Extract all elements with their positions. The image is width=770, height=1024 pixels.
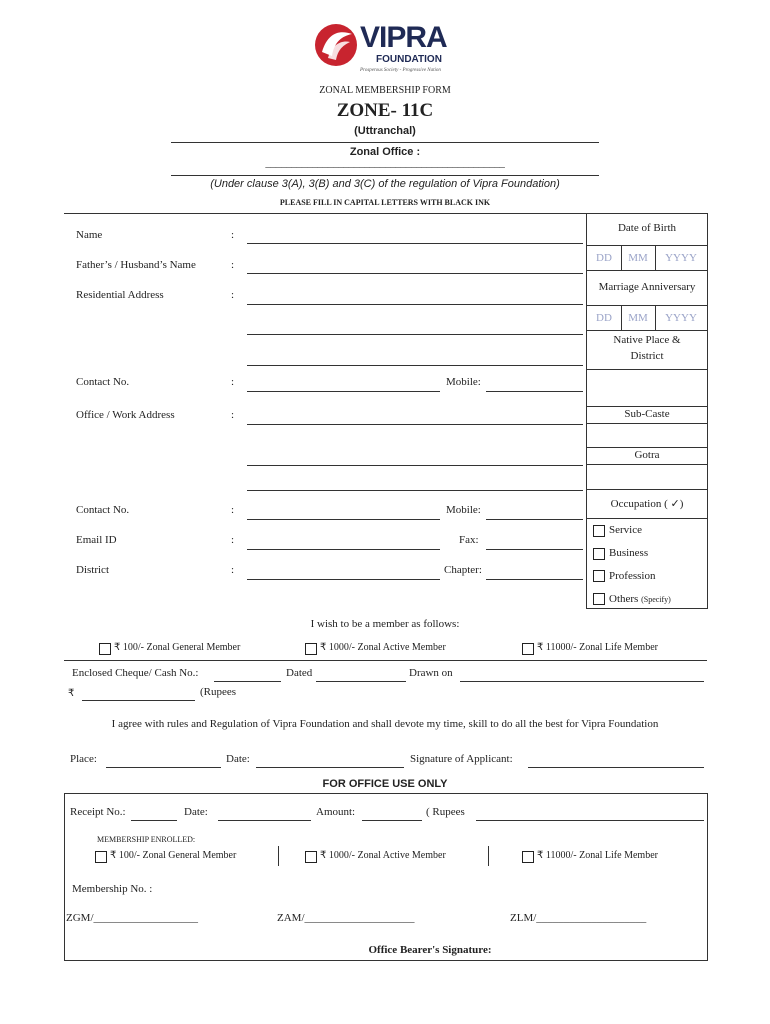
- profession-checkbox[interactable]: [593, 570, 605, 582]
- general-member-checkbox[interactable]: [99, 643, 111, 655]
- receipt-field[interactable]: [131, 820, 177, 821]
- office-address-field-2[interactable]: [247, 465, 583, 466]
- service-checkbox[interactable]: [593, 525, 605, 537]
- anniv-mm[interactable]: MM: [621, 306, 656, 330]
- anniv-yyyy[interactable]: YYYY: [665, 312, 697, 324]
- others-label: [609, 593, 671, 605]
- office-active-label: ₹ 1000/- Zonal Active Member: [320, 850, 446, 861]
- office-active-checkbox[interactable]: [305, 851, 317, 863]
- native-district-label: District: [630, 350, 664, 362]
- email-label: Email ID: [76, 534, 117, 546]
- office-address-label: Office / Work Address: [76, 409, 175, 421]
- address-field-1[interactable]: [247, 304, 583, 305]
- colon: :: [231, 564, 235, 576]
- membership-no-label: Membership No. :: [72, 883, 153, 895]
- father-label: Father’s / Husband’s Name: [76, 259, 196, 271]
- side-divider: [587, 447, 707, 448]
- side-divider: [587, 518, 707, 519]
- colon: :: [231, 289, 235, 301]
- side-divider: [587, 406, 707, 407]
- native-place-label: Native Place &: [613, 334, 681, 346]
- side-divider: [587, 423, 707, 424]
- service-label: Service: [609, 524, 642, 536]
- place-label: Place:: [70, 753, 97, 765]
- business-label: Business: [609, 547, 649, 559]
- mobile2-field[interactable]: [486, 519, 583, 520]
- date-field[interactable]: [256, 767, 404, 768]
- office-general-label: ₹ 100/- Zonal General Member: [110, 850, 237, 861]
- office-general-checkbox[interactable]: [95, 851, 107, 863]
- instruction-text: PLEASE FILL IN CAPITAL LETTERS WITH BLACK INK: [279, 198, 491, 207]
- dob-label: Date of Birth: [617, 222, 677, 234]
- anniv-dd[interactable]: DD: [587, 306, 622, 330]
- enrolled-label: MEMBERSHIP ENROLLED:: [97, 835, 196, 844]
- option-divider: [278, 846, 279, 866]
- drawn-label: Drawn on: [409, 667, 453, 679]
- colon: :: [231, 534, 235, 546]
- zgm-field[interactable]: ZGM/___________________: [66, 912, 198, 924]
- zonal-office-label: Zonal Office :: [349, 146, 421, 158]
- drawn-field[interactable]: [460, 681, 704, 682]
- dob-boxes[interactable]: [587, 245, 707, 271]
- flame-logo-icon: [314, 22, 358, 68]
- mobile-label: Mobile:: [446, 376, 481, 388]
- office-date-field[interactable]: [218, 820, 311, 821]
- clause-text: (Under clause 3(A), 3(B) and 3(C) of the regulation of Vipra Foundation): [210, 178, 560, 190]
- office-amount-field[interactable]: [362, 820, 422, 821]
- contact2-field[interactable]: [247, 519, 440, 520]
- colon: :: [231, 409, 235, 421]
- chapter-field[interactable]: [486, 579, 583, 580]
- side-divider: [587, 369, 707, 370]
- logo-name: VIPRA: [360, 21, 447, 54]
- vipra-logo: [314, 20, 464, 80]
- amount-field[interactable]: [82, 700, 195, 701]
- signature-label: Signature of Applicant:: [410, 753, 513, 765]
- life-member-label: ₹ 11000/- Zonal Life Member: [537, 642, 658, 653]
- receipt-label: Receipt No.:: [70, 806, 126, 818]
- name-label: Name: [76, 229, 103, 241]
- dated-label: Dated: [286, 667, 313, 679]
- office-rupees-label: ( Rupees: [426, 806, 465, 818]
- mobile-field[interactable]: [486, 391, 583, 392]
- rupees-label: (Rupees: [200, 686, 237, 698]
- dob-mm[interactable]: MM: [621, 246, 656, 270]
- anniversary-boxes[interactable]: [587, 305, 707, 331]
- office-use-title: FOR OFFICE USE ONLY: [322, 778, 448, 790]
- fax-label: Fax:: [459, 534, 479, 546]
- region-label: (Uttranchal): [354, 125, 416, 137]
- membership-intro: I wish to be a member as follows:: [310, 618, 460, 630]
- logo-tagline: Prosperous Society - Progressive Nation: [360, 68, 441, 73]
- address-field-3[interactable]: [247, 365, 583, 366]
- office-use-box: [64, 793, 708, 961]
- place-field[interactable]: [106, 767, 221, 768]
- fax-field[interactable]: [486, 549, 583, 550]
- district-label: District: [76, 564, 109, 576]
- office-life-label: ₹ 11000/- Zonal Life Member: [537, 850, 658, 861]
- contact-field[interactable]: [247, 391, 440, 392]
- dob-yyyy[interactable]: YYYY: [665, 252, 697, 264]
- name-field[interactable]: [247, 243, 583, 244]
- others-checkbox[interactable]: [593, 593, 605, 605]
- side-divider: [587, 489, 707, 490]
- office-amount-label: Amount:: [316, 806, 356, 818]
- active-member-label: ₹ 1000/- Zonal Active Member: [320, 642, 446, 653]
- side-divider: [587, 464, 707, 465]
- bearer-signature-label: Office Bearer's Signature:: [368, 944, 492, 956]
- anniversary-label: Marriage Anniversary: [598, 281, 696, 293]
- life-member-checkbox[interactable]: [522, 643, 534, 655]
- colon: :: [231, 504, 235, 516]
- colon: :: [231, 376, 235, 388]
- address-field-2[interactable]: [247, 334, 583, 335]
- subcaste-label: Sub-Caste: [624, 408, 670, 420]
- rupee-icon: ₹: [68, 688, 75, 699]
- district-field[interactable]: [247, 579, 440, 580]
- section-divider: [64, 660, 707, 661]
- address-label: Residential Address: [76, 289, 164, 301]
- gotra-label: Gotra: [634, 449, 660, 461]
- zone-title: ZONE- 11C: [336, 100, 434, 121]
- agreement-text: I agree with rules and Regulation of Vipra Foundation and shall devote my time, skill to do all the best for Vipra Foundation: [111, 718, 659, 730]
- side-column: [586, 213, 708, 609]
- dob-dd[interactable]: DD: [587, 246, 622, 270]
- date-label: Date:: [226, 753, 250, 765]
- form-label: ZONAL MEMBERSHIP FORM: [319, 85, 451, 96]
- header-divider-2: [171, 175, 599, 176]
- active-member-checkbox[interactable]: [305, 643, 317, 655]
- email-field[interactable]: [247, 549, 440, 550]
- cheque-label: Enclosed Cheque/ Cash No.:: [72, 667, 199, 679]
- office-rupees-field[interactable]: [476, 820, 704, 821]
- mobile2-label: Mobile:: [446, 504, 481, 516]
- logo-sub: FOUNDATION: [376, 54, 442, 65]
- cheque-field[interactable]: [214, 681, 281, 682]
- business-checkbox[interactable]: [593, 548, 605, 560]
- office-address-field-1[interactable]: [247, 424, 583, 425]
- zam-field[interactable]: ZAM/____________________: [277, 912, 415, 924]
- occupation-label: Occupation ( ✓): [610, 498, 684, 510]
- office-date-label: Date:: [184, 806, 208, 818]
- contact2-label: Contact No.: [76, 504, 130, 516]
- colon: :: [231, 259, 235, 271]
- specify-text: (Specify): [641, 595, 671, 604]
- colon: :: [231, 229, 235, 241]
- option-divider: [488, 846, 489, 866]
- zonal-office-line[interactable]: ______________________________________________: [265, 157, 505, 169]
- zlm-field[interactable]: ZLM/____________________: [510, 912, 647, 924]
- chapter-label: Chapter:: [444, 564, 482, 576]
- office-address-field-3[interactable]: [247, 490, 583, 491]
- profession-label: Profession: [609, 570, 656, 582]
- office-life-checkbox[interactable]: [522, 851, 534, 863]
- header-divider: [171, 142, 599, 143]
- dated-field[interactable]: [316, 681, 406, 682]
- father-field[interactable]: [247, 273, 583, 274]
- signature-field[interactable]: [528, 767, 704, 768]
- contact-label: Contact No.: [76, 376, 130, 388]
- others-text: Others: [609, 593, 639, 605]
- general-member-label: ₹ 100/- Zonal General Member: [114, 642, 241, 653]
